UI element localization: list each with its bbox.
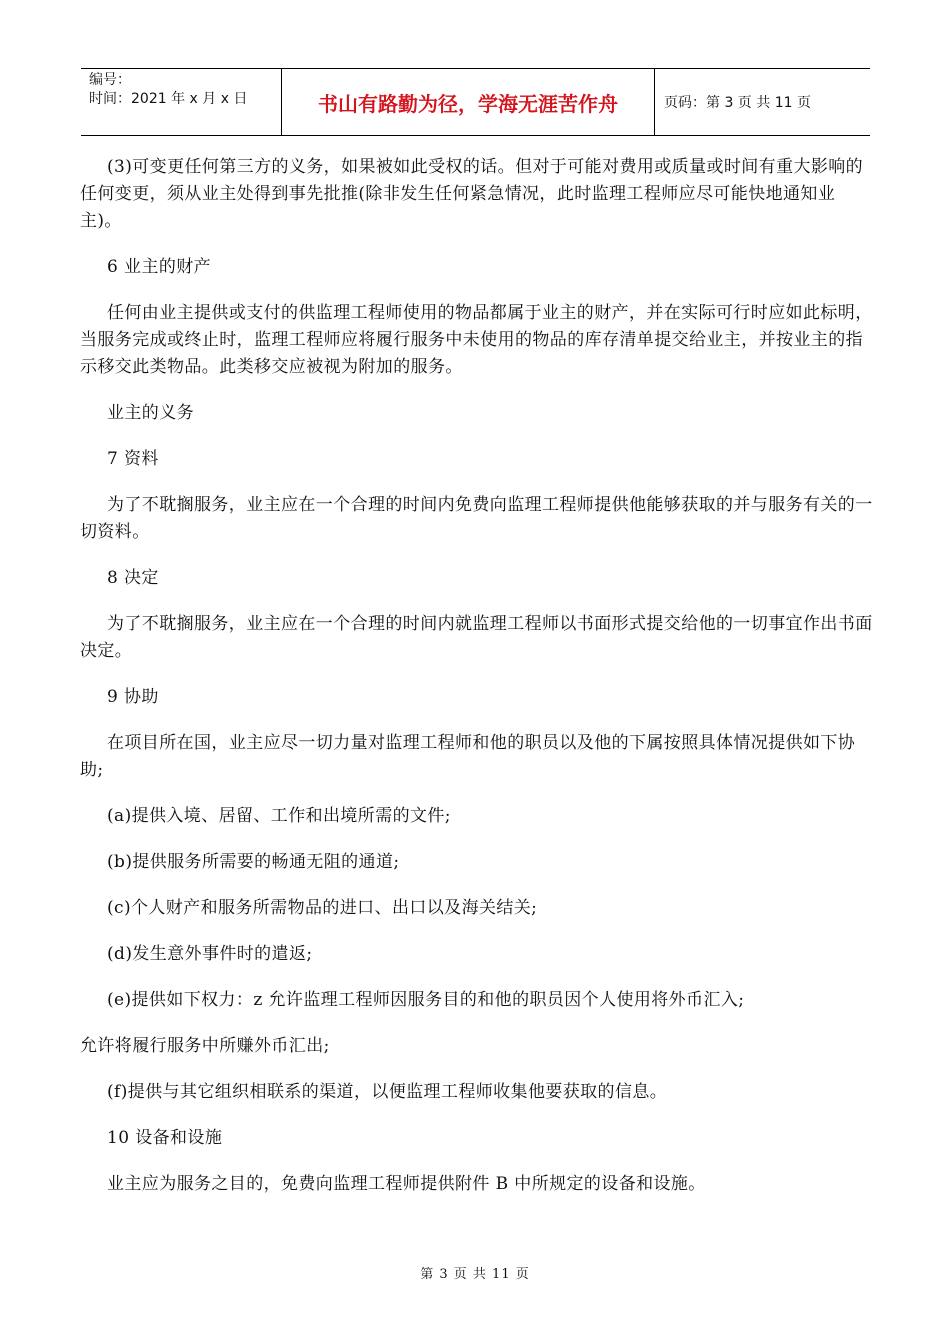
paragraph: 在项目所在国，业主应尽一切力量对监理工程师和他的职员以及他的下属按照具体情况提供如下协助;	[80, 733, 856, 780]
paragraph: 任何由业主提供或支付的供监理工程师使用的物品都属于业主的财产，并在实际可行时应如此标明，当服务完成或终止时，监理工程师应将履行服务中未使用的物品的库存清单提交给业主，并按业主的指示移交此类物品。此类移交应被视为附加的服务。	[80, 303, 873, 377]
document-number-label: 编号：	[89, 72, 131, 88]
list-item: (d)发生意外事件时的遣返;	[107, 944, 313, 964]
paragraph: (3)可变更任何第三方的义务，如果被如此受权的话。但对于可能对费用或质量或时间有重大影响的任何变更，须从业主处得到事先批推(除非发生任何紧急情况，此时监理工程师应尽可能快地通知业主)。	[80, 157, 864, 231]
list-item: (b)提供服务所需要的畅通无阻的通道;	[107, 852, 400, 872]
list-item: (e)提供如下权力：z 允许监理工程师因服务目的和他的职员因个人使用将外币汇入;	[107, 990, 745, 1010]
paragraph: 为了不耽搁服务，业主应在一个合理的时间内就监理工程师以书面形式提交给他的一切事宜作出书面决定。	[80, 614, 873, 661]
section-heading: 8 决定	[107, 568, 159, 588]
page-footer: 第 3 页 共 11 页	[420, 1267, 530, 1282]
section-heading: 10 设备和设施	[107, 1128, 223, 1148]
page-header	[81, 68, 870, 136]
section-heading: 9 协助	[107, 687, 159, 707]
paragraph: 允许将履行服务中所赚外币汇出;	[80, 1036, 330, 1056]
list-item: (f)提供与其它组织相联系的渠道，以便监理工程师收集他要获取的信息。	[107, 1082, 668, 1102]
list-item: (c)个人财产和服务所需物品的进口、出口以及海关结关;	[107, 898, 538, 918]
section-heading: 6 业主的财产	[107, 257, 212, 277]
paragraph: 业主应为服务之目的，免费向监理工程师提供附件 B 中所规定的设备和设施。	[107, 1174, 706, 1194]
header-meta	[81, 69, 282, 135]
document-time-label: 时间：2021 年 x 月 x 日	[89, 91, 248, 107]
paragraph: 为了不耽搁服务，业主应在一个合理的时间内免费向监理工程师提供他能够获取的并与服务有关的一切资料。	[80, 495, 873, 542]
section-heading: 7 资料	[107, 449, 159, 469]
list-item: (a)提供入境、居留、工作和出境所需的文件;	[107, 806, 451, 826]
section-heading: 业主的义务	[107, 403, 194, 423]
header-page-info: 页码：第 3 页 共 11 页	[664, 95, 811, 111]
header-motto: 书山有路勤为径，学海无涯苦作舟	[282, 69, 655, 135]
document-body	[80, 154, 874, 1217]
